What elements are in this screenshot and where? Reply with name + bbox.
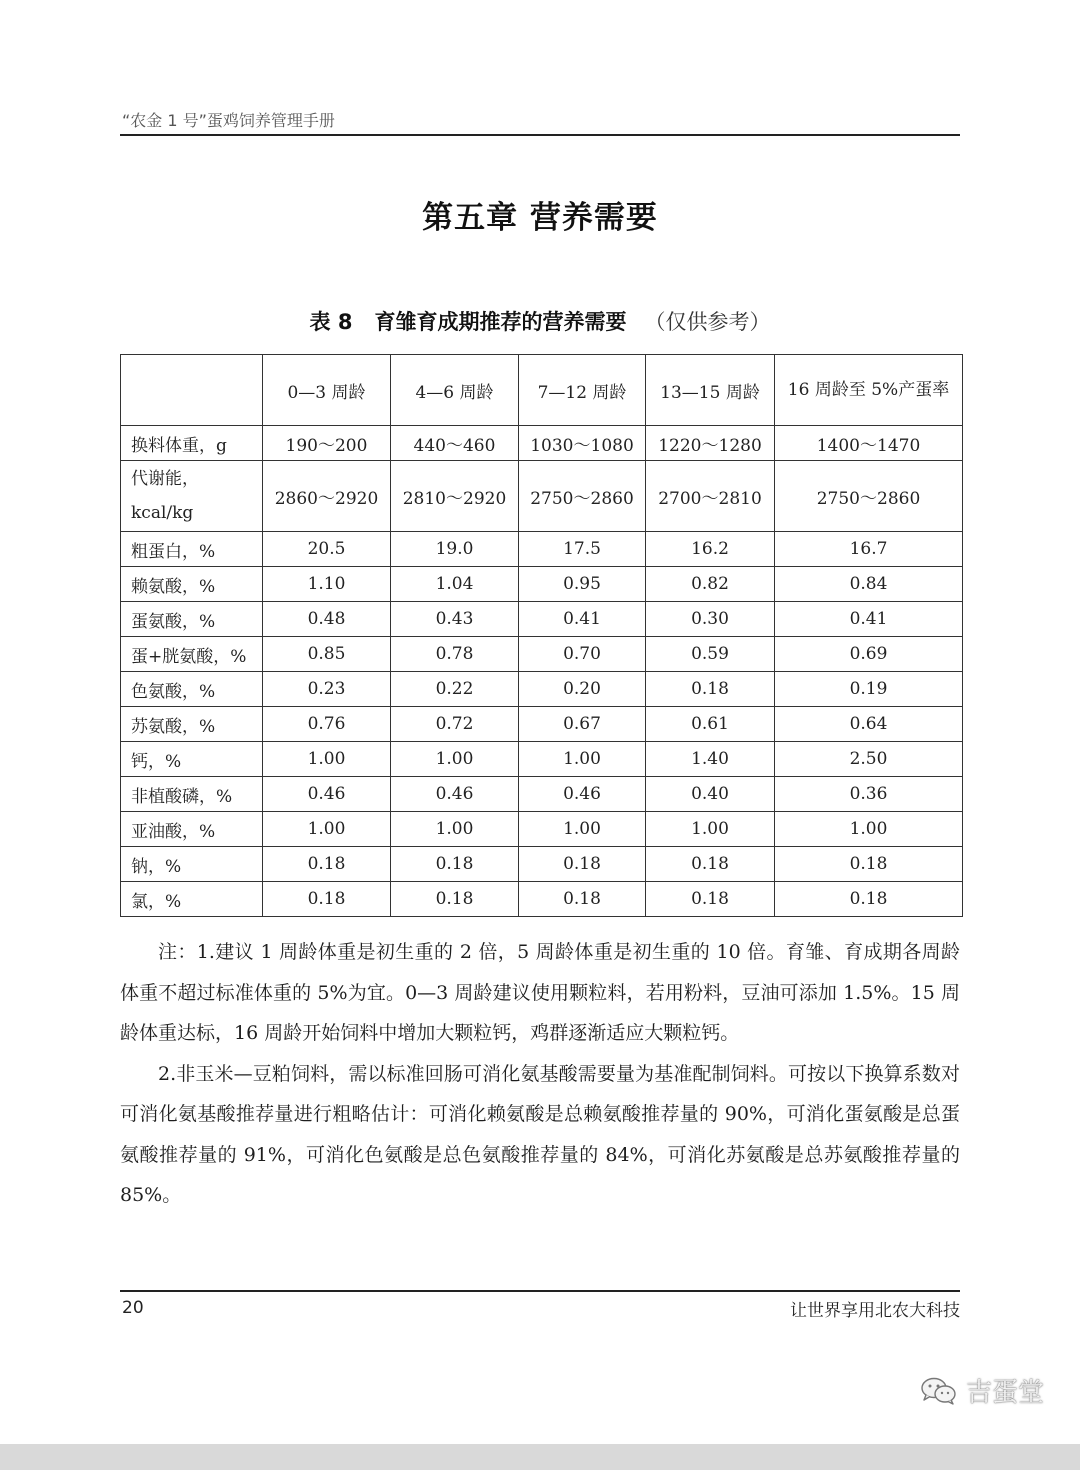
row-label: 氯，% [121, 882, 263, 917]
table-caption-title: 育雏育成期推荐的营养需要 [374, 310, 627, 334]
table-cell: 0.46 [391, 777, 519, 812]
table-cell: 1.04 [391, 567, 519, 602]
table-cell: 0.36 [775, 777, 963, 812]
table-cell: 0.40 [646, 777, 775, 812]
table-cell: 0.22 [391, 672, 519, 707]
column-header: 7—12 周龄 [519, 355, 646, 426]
table-cell: 0.18 [646, 672, 775, 707]
table-corner-cell [121, 355, 263, 426]
table-cell: 0.41 [519, 602, 646, 637]
table-cell: 0.78 [391, 637, 519, 672]
table-cell: 0.30 [646, 602, 775, 637]
note-paragraph: 注：1.建议 1 周龄体重是初生重的 2 倍，5 周龄体重是初生重的 10 倍。育雏、育成期各周龄体重不超过标准体重的 5%为宜。0—3 周龄建议使用颗粒料，若用粉料，豆油可添加 1.5%。15 周龄体重达标，16 周龄开始饲料中增加大颗粒钙，鸡群逐渐适应大颗粒钙。 [120, 941, 960, 1044]
row-label: 钠，% [121, 847, 263, 882]
table-cell: 0.18 [263, 847, 391, 882]
table-cell: 0.61 [646, 707, 775, 742]
row-label: 代谢能，kcal/kg [121, 461, 263, 532]
watermark-text: 吉蛋堂 [965, 1378, 1044, 1408]
table-cell: 0.18 [646, 847, 775, 882]
table-caption-note: （仅供参考） [644, 310, 771, 334]
table-cell: 0.59 [646, 637, 775, 672]
row-label: 色氨酸，% [121, 672, 263, 707]
table-row [121, 882, 963, 917]
table-cell: 1220～1280 [646, 426, 775, 461]
table-cell: 0.70 [519, 637, 646, 672]
footer-divider [120, 1290, 960, 1292]
table-cell: 1.00 [646, 812, 775, 847]
table-cell: 0.18 [519, 847, 646, 882]
row-label: 非植酸磷，% [121, 777, 263, 812]
table-cell: 16.7 [775, 532, 963, 567]
table-cell: 1.00 [391, 812, 519, 847]
column-header: 13—15 周龄 [646, 355, 775, 426]
table-cell: 0.18 [263, 882, 391, 917]
table-cell: 0.18 [391, 847, 519, 882]
row-label: 赖氨酸，% [121, 567, 263, 602]
table-cell: 0.67 [519, 707, 646, 742]
note-paragraph: 2.非玉米—豆粕饲料，需以标准回肠可消化氨基酸需要量为基准配制饲料。可按以下换算系数对可消化氨基酸推荐量进行粗略估计：可消化赖氨酸是总赖氨酸推荐量的 90%，可消化蛋氨酸是总蛋氨酸推荐量的 91%，可消化色氨酸是总色氨酸推荐量的 84%，可消化苏氨酸是总苏氨酸推荐量的 85%。 [120, 1062, 960, 1206]
table-cell: 1.00 [263, 812, 391, 847]
table-row [121, 567, 963, 602]
table-cell: 20.5 [263, 532, 391, 567]
page-number: 20 [122, 1298, 144, 1318]
table-cell: 16.2 [646, 532, 775, 567]
table-cell: 2860～2920 [263, 461, 391, 532]
table-cell: 0.18 [646, 882, 775, 917]
row-label: 钙，% [121, 742, 263, 777]
table-row [121, 707, 963, 742]
table-cell: 0.20 [519, 672, 646, 707]
table-caption-number: 表 8 [309, 310, 353, 334]
footer-slogan: 让世界享用北农大科技 [790, 1301, 960, 1321]
table-cell: 19.0 [391, 532, 519, 567]
table-cell: 1.10 [263, 567, 391, 602]
table-row [121, 672, 963, 707]
table-cell: 0.23 [263, 672, 391, 707]
table-cell: 1.40 [646, 742, 775, 777]
row-label: 亚油酸，% [121, 812, 263, 847]
table-cell: 0.18 [775, 882, 963, 917]
table-cell: 2750～2860 [519, 461, 646, 532]
column-header: 0—3 周龄 [263, 355, 391, 426]
table-cell: 1030～1080 [519, 426, 646, 461]
table-cell: 17.5 [519, 532, 646, 567]
table-row [121, 602, 963, 637]
chapter-title: 第五章 营养需要 [422, 200, 658, 236]
wechat-icon [920, 1376, 958, 1406]
table-cell: 0.46 [263, 777, 391, 812]
table-cell: 0.64 [775, 707, 963, 742]
header-divider [120, 134, 960, 136]
table-cell: 440～460 [391, 426, 519, 461]
table-cell: 2750～2860 [775, 461, 963, 532]
row-label: 粗蛋白，% [121, 532, 263, 567]
table-cell: 0.18 [391, 882, 519, 917]
table-row [121, 532, 963, 567]
table-cell: 0.95 [519, 567, 646, 602]
table-cell: 0.84 [775, 567, 963, 602]
table-cell: 2.50 [775, 742, 963, 777]
table-cell: 0.18 [775, 847, 963, 882]
table-cell: 0.85 [263, 637, 391, 672]
table-row [121, 742, 963, 777]
table-cell: 1.00 [519, 742, 646, 777]
table-cell: 2810～2920 [391, 461, 519, 532]
table-cell: 1.00 [391, 742, 519, 777]
table-cell: 190～200 [263, 426, 391, 461]
watermark [920, 1372, 1044, 1409]
table-cell: 0.43 [391, 602, 519, 637]
table-cell: 0.46 [519, 777, 646, 812]
table-row [121, 847, 963, 882]
table-cell: 2700～2810 [646, 461, 775, 532]
running-header: “农金 1 号”蛋鸡饲养管理手册 [122, 111, 335, 130]
table-cell: 0.72 [391, 707, 519, 742]
table-notes [120, 932, 960, 1216]
column-header: 16 周龄至 5%产蛋率 [775, 355, 963, 426]
bottom-band [0, 1444, 1080, 1470]
table-cell: 1.00 [775, 812, 963, 847]
table-row [121, 637, 963, 672]
table-cell: 0.18 [519, 882, 646, 917]
row-label: 换料体重，g [121, 426, 263, 461]
table-cell: 0.76 [263, 707, 391, 742]
nutrition-table [120, 354, 963, 917]
table-row [121, 812, 963, 847]
table-cell: 1.00 [519, 812, 646, 847]
column-header: 4—6 周龄 [391, 355, 519, 426]
row-label: 蛋+胱氨酸，% [121, 637, 263, 672]
table-cell: 0.69 [775, 637, 963, 672]
table-cell: 1400～1470 [775, 426, 963, 461]
table-header-row [121, 355, 963, 426]
table-row [121, 426, 963, 461]
table-row [121, 461, 963, 532]
table-cell: 0.19 [775, 672, 963, 707]
table-cell: 1.00 [263, 742, 391, 777]
table-cell: 0.48 [263, 602, 391, 637]
table-caption [0, 306, 1080, 336]
row-label: 蛋氨酸，% [121, 602, 263, 637]
table-cell: 0.82 [646, 567, 775, 602]
row-label: 苏氨酸，% [121, 707, 263, 742]
table-cell: 0.41 [775, 602, 963, 637]
table-row [121, 777, 963, 812]
